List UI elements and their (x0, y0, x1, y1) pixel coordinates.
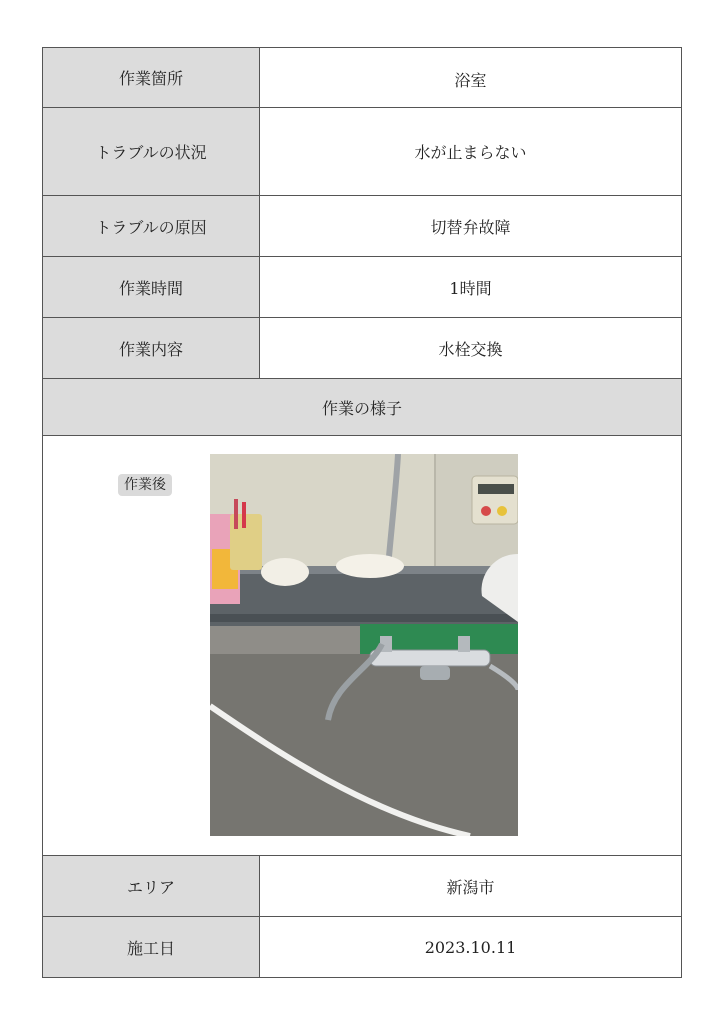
work-content-value: 水栓交換 (438, 339, 503, 359)
row-construction-date (43, 917, 681, 977)
work-photo-section (43, 436, 681, 856)
bathroom-faucet-image (210, 454, 518, 836)
row-trouble-status (43, 108, 681, 196)
trouble-status-value: 水が止まらない (414, 143, 527, 162)
row-area (43, 856, 681, 917)
after-work-photo (210, 454, 518, 836)
area-value: 新潟市 (446, 877, 495, 897)
row-trouble-cause (43, 196, 681, 257)
work-time-value: 1時間 (449, 278, 492, 298)
trouble-cause-label: トラブルの原因 (43, 196, 260, 256)
area-label: エリア (43, 856, 260, 916)
work-scene-heading: 作業の様子 (43, 379, 681, 436)
work-content-label: 作業内容 (43, 318, 260, 378)
row-work-time (43, 257, 681, 318)
work-location-label: 作業箇所 (43, 48, 260, 107)
after-work-tag: 作業後 (118, 474, 172, 496)
construction-date-label: 施工日 (43, 917, 260, 977)
construction-date-value: 2023.10.11 (424, 937, 517, 957)
work-location-value: 浴室 (454, 71, 487, 90)
row-work-location (43, 48, 681, 108)
work-time-label: 作業時間 (43, 257, 260, 317)
trouble-status-label: トラブルの状況 (43, 108, 260, 195)
trouble-cause-value: 切替弁故障 (430, 217, 511, 237)
row-work-content (43, 318, 681, 379)
report-sheet (42, 47, 682, 978)
